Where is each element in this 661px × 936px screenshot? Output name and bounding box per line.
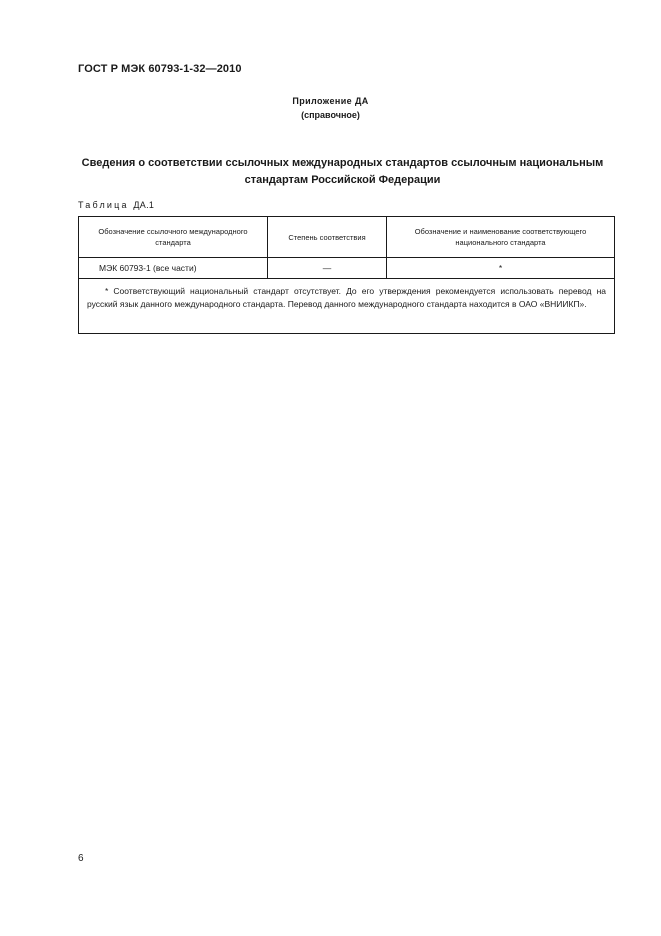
column-header-degree: Степень соответствия [268, 217, 387, 258]
table-footnote-row [79, 279, 615, 334]
cell-international-standard: МЭК 60793-1 (все части) [79, 258, 268, 279]
table-footnote-cell [79, 279, 615, 334]
table-header-row [79, 217, 615, 258]
section-title [70, 155, 615, 189]
page-number: 6 [78, 853, 84, 864]
table-caption-number: ДА.1 [133, 200, 155, 210]
table-row [79, 258, 615, 279]
cell-national-standard: * [387, 258, 615, 279]
document-designation: ГОСТ Р МЭК 60793-1-32—2010 [78, 63, 242, 75]
section-title-line2: стандартам Российской Федерации [244, 174, 441, 186]
table-caption [78, 200, 154, 210]
table-footnote: * Соответствующий национальный стандарт отсутствует. До его утверждения рекомендуется использовать перевод на русский язык данного международного стандарта. Перевод данного международного стандарта находится в ОАО «ВНИИКП». [87, 286, 606, 309]
cell-degree: — [268, 258, 387, 279]
table-caption-label: Таблица [78, 200, 129, 210]
section-title-line1: Сведения о соответствии ссылочных международных стандартов ссылочным национальным [81, 157, 604, 169]
correspondence-table [78, 216, 615, 334]
annex-heading [0, 94, 661, 122]
annex-title: Приложение ДА [292, 96, 369, 106]
column-header-international-standard: Обозначение ссылочного международного стандарта [79, 217, 268, 258]
annex-kind: (справочное) [301, 110, 360, 120]
column-header-national-standard: Обозначение и наименование соответствующего национального стандарта [387, 217, 615, 258]
